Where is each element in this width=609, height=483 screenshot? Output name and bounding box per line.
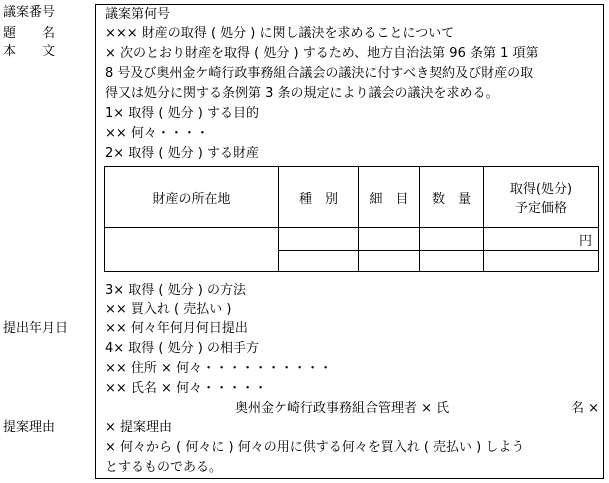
reason-line-1: × 何々から ( 何々に ) 何々の用に供する何々を買入れ ( 売払い ) しよう [105, 440, 525, 455]
body-label: 本 文 [3, 44, 56, 59]
header-price-line2: 予定価格 [514, 201, 567, 216]
quantity-cell [420, 228, 484, 251]
property-table-header-row [105, 167, 599, 228]
header-quantity: 数 量 [420, 167, 484, 228]
body-line-3: 得又は処分に関する条例第 3 条の規定により議会の議決を求める。 [105, 86, 499, 101]
party-heading: 4× 取得 ( 処分 ) の相手方 [105, 341, 259, 356]
bill-number-label: 議案番号 [3, 5, 56, 20]
submit-date-value: ×× 何々年何月何日提出 [105, 321, 248, 336]
bill-number-line: 議案第何号 [105, 7, 171, 22]
type-cell [279, 251, 359, 272]
method-heading: 3× 取得 ( 処分 ) の方法 [105, 283, 246, 298]
quantity-cell [420, 251, 484, 272]
body-line-1: × 次のとおり財産を取得 ( 処分 ) するため、地方自治法第 96 条第 1 項第 [105, 46, 539, 61]
type-cell [279, 228, 359, 251]
detail-cell [359, 251, 420, 272]
header-type: 種 別 [279, 167, 359, 228]
price-cell [484, 251, 599, 272]
manager-title: 奥州金ケ崎行政事務組合管理者 × 氏 [235, 401, 450, 416]
submit-date-label: 提出年月日 [3, 321, 69, 336]
header-price-line1: 取得(処分) [509, 182, 573, 197]
property-heading: 2× 取得 ( 処分 ) する財産 [105, 146, 259, 161]
manager-name: 名 × [571, 401, 600, 416]
header-location: 財産の所在地 [105, 167, 279, 228]
purpose-heading: 1× 取得 ( 処分 ) する目的 [105, 106, 259, 121]
detail-cell [359, 228, 420, 251]
price-cell: 円 [484, 228, 599, 251]
header-price [484, 167, 599, 228]
title-label: 題 名 [3, 26, 56, 41]
party-name: ×× 氏名 × 何々・・・・・ [105, 381, 268, 396]
purpose-value: ×× 何々・・・・ [105, 126, 209, 141]
method-value: ×× 買入れ ( 売払い ) [105, 302, 232, 317]
reason-heading: × 提案理由 [105, 420, 173, 435]
party-address: ×× 住所 × 何々・・・・・・・・・・ [105, 361, 333, 376]
table-row [105, 228, 599, 251]
title-line: ××× 財産の取得 ( 処分 ) に関し議決を求めることについて [105, 26, 455, 41]
header-detail: 細 目 [359, 167, 420, 228]
reason-line-2: とするものである。 [105, 460, 223, 475]
location-cell [105, 228, 279, 272]
reason-label: 提案理由 [3, 420, 56, 435]
body-line-2: 8 号及び奥州金ケ崎行政事務組合議会の議決に付すべき契約及び財産の取 [105, 66, 534, 81]
property-table [104, 166, 599, 272]
